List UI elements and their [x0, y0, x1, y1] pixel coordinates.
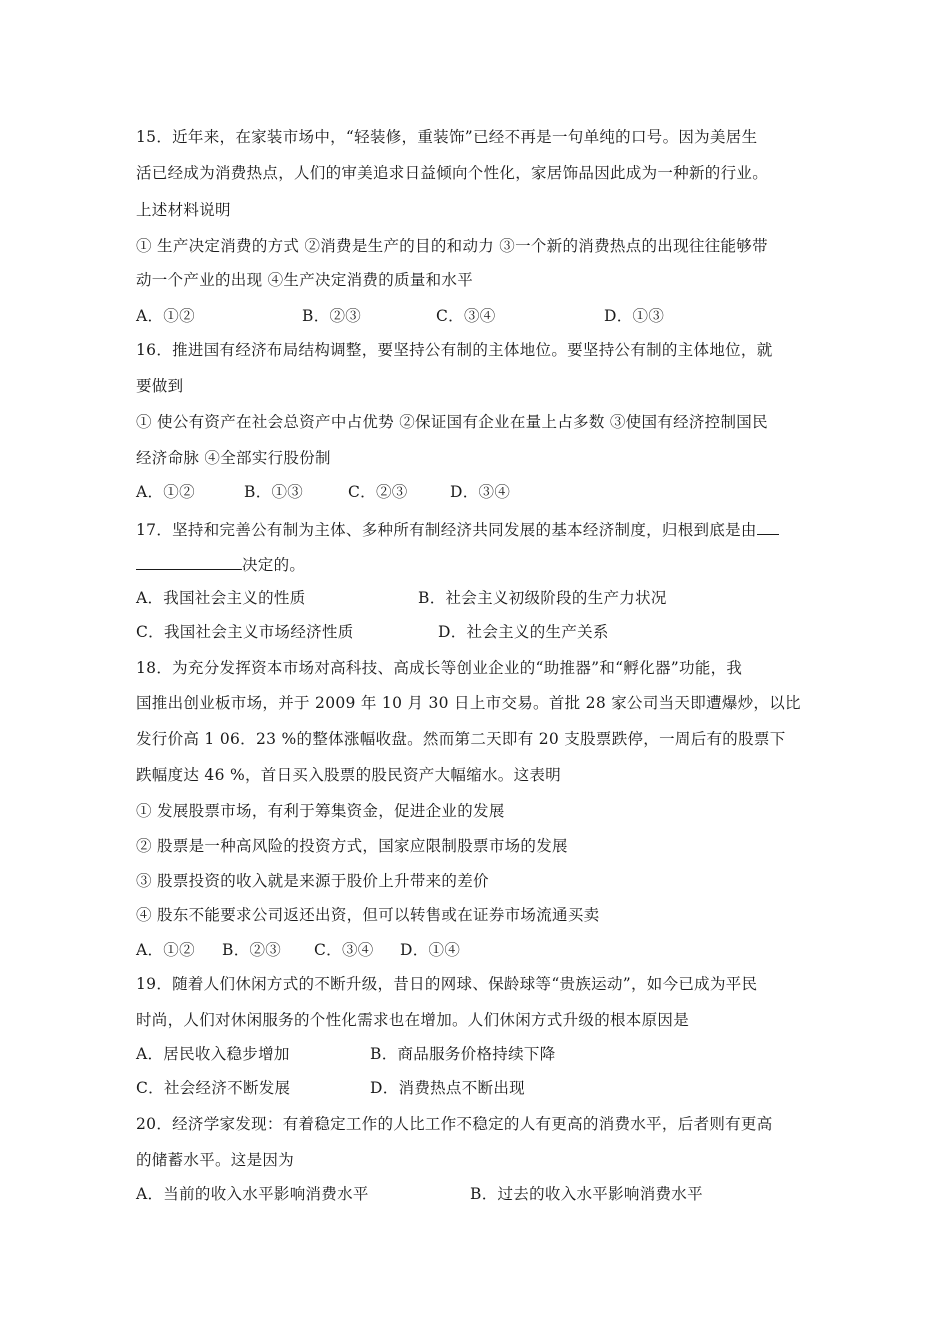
- q18-line-5: ① 发展股票市场，有利于筹集资金，促进企业的发展: [136, 802, 505, 820]
- q16-line-2: 要做到: [136, 377, 184, 395]
- q17-answer-blank-start: [757, 518, 779, 535]
- q16-option-c: C．②③: [348, 483, 408, 501]
- q18-option-c: C．③④: [314, 941, 374, 959]
- q15-option-a: A．①②: [136, 307, 195, 325]
- q18-line-7: ③ 股票投资的收入就是来源于股价上升带来的差价: [136, 872, 489, 890]
- q15-option-c: C．③④: [436, 307, 496, 325]
- q15-option-b: B．②③: [302, 307, 362, 325]
- q17-option-b: B．社会主义初级阶段的生产力状况: [418, 589, 667, 607]
- q18-line-1: 18．为充分发挥资本市场对高科技、高成长等创业企业的“助推器”和“孵化器”功能，我: [136, 659, 743, 677]
- q18-line-2: 国推出创业板市场，并于 2009 年 10 月 30 日上市交易。首批 28 家公司当天即遭爆炒，以比: [136, 694, 801, 712]
- q15-line-3: 上述材料说明: [136, 201, 231, 219]
- q16-option-b: B．①③: [244, 483, 304, 501]
- q20-option-a: A．当前的收入水平影响消费水平: [136, 1185, 369, 1203]
- q15-line-5: 动一个产业的出现 ④生产决定消费的质量和水平: [136, 271, 474, 289]
- q20-option-b: B．过去的收入水平影响消费水平: [470, 1185, 703, 1203]
- q17-line-1: [136, 518, 826, 540]
- q16-line-4: 经济命脉 ④全部实行股份制: [136, 449, 331, 467]
- q15-line-4: ① 生产决定消费的方式 ②消费是生产的目的和动力 ③一个新的消费热点的出现往往能够带: [136, 237, 768, 255]
- q18-line-3: 发行价高 1 06．23 %的整体涨幅收盘。然而第二天即有 20 支股票跌停，一周后有的股票下: [136, 730, 786, 748]
- q15-line-2: 活已经成为消费热点，人们的审美追求日益倾向个性化，家居饰品因此成为一种新的行业。: [136, 164, 769, 182]
- q15-line-1: 15．近年来，在家装市场中，“轻装修，重装饰”已经不再是一句单纯的口号。因为美居生: [136, 128, 758, 146]
- q16-line-3: ① 使公有资产在社会总资产中占优势 ②保证国有企业在量上占多数 ③使国有经济控制国民: [136, 413, 768, 431]
- q19-option-c: C．社会经济不断发展: [136, 1079, 291, 1097]
- q17-answer-blank: [136, 553, 242, 570]
- q18-line-4: 跌幅度达 46 %，首日买入股票的股民资产大幅缩水。这表明: [136, 766, 562, 784]
- q17-option-c: C．我国社会主义市场经济性质: [136, 623, 354, 641]
- q18-line-6: ② 股票是一种高风险的投资方式，国家应限制股票市场的发展: [136, 837, 568, 855]
- q19-line-2: 时尚，人们对休闲服务的个性化需求也在增加。人们休闲方式升级的根本原因是: [136, 1011, 690, 1029]
- q17-line-1-text: 17．坚持和完善公有制为主体、多种所有制经济共同发展的基本经济制度，归根到底是由: [136, 521, 757, 539]
- q17-line-2: [136, 553, 826, 575]
- q19-option-d: D．消费热点不断出现: [370, 1079, 525, 1097]
- q16-line-1: 16．推进国有经济布局结构调整，要坚持公有制的主体地位。要坚持公有制的主体地位，就: [136, 341, 773, 359]
- q18-line-8: ④ 股东不能要求公司返还出资，但可以转售或在证券市场流通买卖: [136, 906, 600, 924]
- q19-option-b: B．商品服务价格持续下降: [370, 1045, 556, 1063]
- q19-option-a: A．居民收入稳步增加: [136, 1045, 290, 1063]
- q20-line-2: 的储蓄水平。这是因为: [136, 1151, 295, 1169]
- q16-option-d: D．③④: [450, 483, 511, 501]
- q19-line-1: 19．随着人们休闲方式的不断升级，昔日的网球、保龄球等“贵族运动”，如今已成为平民: [136, 975, 758, 993]
- q18-option-a: A．①②: [136, 941, 195, 959]
- q15-option-d: D．①③: [604, 307, 665, 325]
- q16-option-a: A．①②: [136, 483, 195, 501]
- q18-option-b: B．②③: [222, 941, 282, 959]
- q17-option-d: D．社会主义的生产关系: [438, 623, 609, 641]
- q17-line-2-text: 决定的。: [242, 556, 306, 574]
- q17-option-a: A．我国社会主义的性质: [136, 589, 306, 607]
- q20-line-1: 20．经济学家发现：有着稳定工作的人比工作不稳定的人有更高的消费水平，后者则有更高: [136, 1115, 773, 1133]
- q18-option-d: D．①④: [400, 941, 461, 959]
